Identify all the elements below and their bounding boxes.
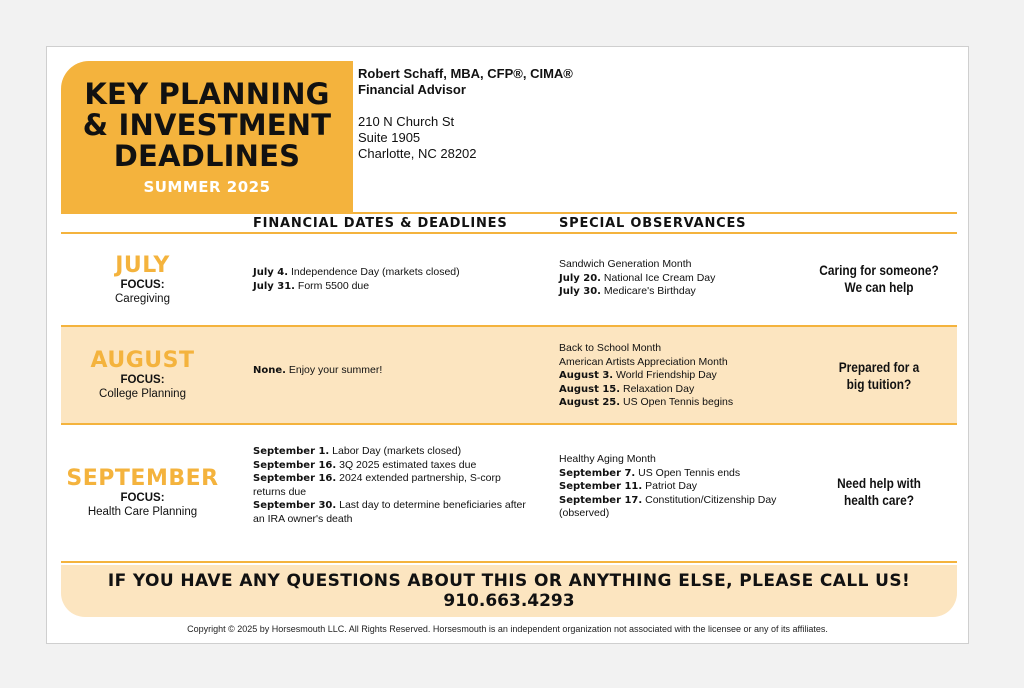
contact-message: IF YOU HAVE ANY QUESTIONS ABOUT THIS OR ANYTHING ELSE, PLEASE CALL US! bbox=[107, 571, 911, 591]
special-observances-list bbox=[559, 342, 799, 410]
planning-flyer bbox=[46, 46, 969, 644]
list-item: September 11. Patriot Day bbox=[559, 480, 698, 492]
financial-deadlines-list bbox=[253, 445, 533, 526]
divider bbox=[61, 212, 957, 214]
focus-label: FOCUS: bbox=[120, 279, 165, 291]
financial-deadlines-list bbox=[253, 266, 503, 293]
list-item: July 4. Independence Day (markets closed) bbox=[253, 266, 460, 278]
phone-number[interactable]: 910.663.4293 bbox=[443, 591, 575, 611]
month-row-august bbox=[61, 327, 957, 423]
advisor-address-line-2: Suite 1905 bbox=[358, 130, 421, 145]
month-heading bbox=[61, 349, 224, 402]
advisor-info bbox=[358, 66, 573, 162]
month-name: JULY bbox=[115, 253, 170, 278]
list-item: None. Enjoy your summer! bbox=[253, 364, 383, 376]
advisor-name: Robert Schaff, MBA, CFP®, CIMA® bbox=[358, 66, 573, 81]
list-item: September 7. US Open Tennis ends bbox=[559, 466, 741, 479]
title-line-2: & INVESTMENT bbox=[82, 108, 332, 142]
title-subtitle: SUMMER 2025 bbox=[143, 178, 271, 196]
list-item: Healthy Aging Month bbox=[559, 453, 656, 465]
special-observances-list bbox=[559, 258, 799, 299]
contact-banner bbox=[61, 565, 957, 617]
divider bbox=[61, 561, 957, 563]
special-observances-list bbox=[559, 453, 807, 521]
list-item: September 16. 3Q 2025 estimated taxes due bbox=[253, 458, 477, 471]
advisor-address-line-1: 210 N Church St bbox=[358, 114, 455, 129]
focus-value: College Planning bbox=[99, 388, 186, 400]
list-item: July 20. National Ice Cream Day bbox=[559, 271, 716, 284]
financial-deadlines-list bbox=[253, 364, 503, 378]
month-row-september bbox=[61, 425, 957, 561]
list-item: August 25. US Open Tennis begins bbox=[559, 396, 734, 408]
title-line-3: DEADLINES bbox=[113, 139, 301, 173]
list-item: Back to School Month bbox=[559, 342, 662, 354]
copyright-notice: Copyright © 2025 by Horsesmouth LLC. All Rights Reserved. Horsesmouth is an independent organization not associated with the licensee or any of its affiliates. bbox=[187, 624, 828, 634]
month-row-july bbox=[61, 234, 957, 325]
month-name: AUGUST bbox=[90, 348, 195, 373]
focus-value: Health Care Planning bbox=[87, 506, 198, 518]
list-item: Sandwich Generation Month bbox=[559, 258, 692, 270]
callout-text: Need help with health care? bbox=[837, 476, 921, 508]
list-item: September 17. Constitution/Citizenship Day (observed) bbox=[559, 493, 777, 519]
list-item: August 3. World Friendship Day bbox=[559, 369, 717, 381]
focus-value: Caregiving bbox=[115, 293, 170, 305]
advisor-role: Financial Advisor bbox=[358, 82, 466, 97]
list-item: September 16. 2024 extended partnership, S-corp returns due bbox=[253, 472, 501, 498]
list-item: American Artists Appreciation Month bbox=[559, 355, 728, 368]
list-item: September 1. Labor Day (markets closed) bbox=[253, 445, 462, 457]
list-item: July 31. Form 5500 due bbox=[253, 279, 370, 292]
callout-text: Prepared for a big tuition? bbox=[838, 360, 920, 392]
month-heading bbox=[61, 467, 224, 520]
month-heading bbox=[61, 254, 224, 307]
list-item: September 30. Last day to determine beneficiaries after an IRA owner's death bbox=[253, 499, 526, 525]
focus-label: FOCUS: bbox=[120, 492, 165, 504]
list-item: August 15. Relaxation Day bbox=[559, 382, 695, 395]
list-item: July 30. Medicare's Birthday bbox=[559, 285, 696, 297]
focus-label: FOCUS: bbox=[120, 374, 165, 386]
title-banner bbox=[61, 61, 353, 213]
special-column-heading: SPECIAL OBSERVANCES bbox=[559, 216, 747, 231]
month-name: SEPTEMBER bbox=[66, 466, 219, 491]
advisor-address-line-3: Charlotte, NC 28202 bbox=[358, 146, 477, 161]
callout-text: Caring for someone? We can help bbox=[819, 263, 939, 295]
title-line-1: KEY PLANNING bbox=[84, 77, 330, 111]
financial-column-heading: FINANCIAL DATES & DEADLINES bbox=[253, 216, 508, 231]
